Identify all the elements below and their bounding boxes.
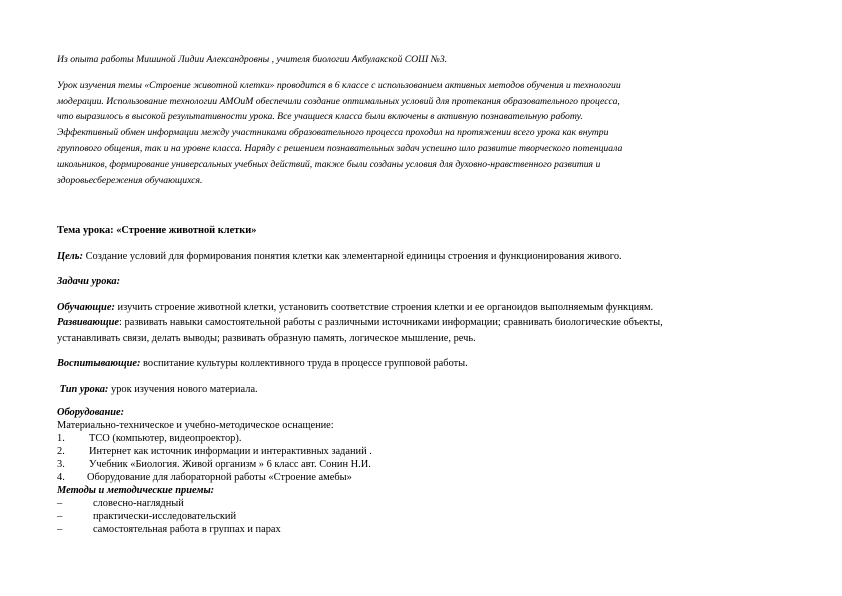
lesson-type-text: урок изучения нового материала. <box>108 383 258 395</box>
teaching-task <box>57 300 787 316</box>
lesson-topic: Тема урока: «Строение животной клетки» <box>57 225 257 237</box>
equipment-item <box>57 445 787 458</box>
goal-label: Цель: <box>57 250 83 262</box>
equipment-item <box>57 471 787 484</box>
author-line: Из опыта работы Мишиной Лидии Александровны , учителя биологии Акбулакской СОШ №3. <box>57 54 448 65</box>
upbringing-text: воспитание культуры коллективного труда в процессе групповой работы. <box>140 358 468 370</box>
intro-line: школьников, формирование универсальных учебных действий, также были созданы условия для духовно-нравственного развития и <box>57 158 601 170</box>
intro-line: Эффективный обмен информации между участниками образовательного процесса проходил на протяжении всего урока как внутри <box>57 127 609 139</box>
tasks-block <box>57 300 787 347</box>
developing-text-2: устанавливать связи, делать выводы; развивать образную память, логическое мышление, речь. <box>57 332 476 344</box>
intro-line: группового общения, так и на уровне класса. Наряду с решением познавательных задач успешно шло развитие творческого потенциала <box>57 142 623 154</box>
lesson-type-label: Тип урока: <box>59 383 109 395</box>
methods-item <box>57 497 787 510</box>
equipment-subheading: Материально-техническое и учебно-методическое оснащение: <box>57 420 334 432</box>
item-number: 4. <box>57 472 65 484</box>
bullet-dash: – <box>57 511 63 523</box>
intro-line: Урок изучения темы «Строение животной клетки» проводится в 6 классе с использованием активных методов обучения и технологии <box>57 79 621 91</box>
item-number: 2. <box>57 446 65 458</box>
tasks-heading: Задачи урока: <box>57 276 121 288</box>
equipment-item <box>57 432 787 445</box>
item-text: Оборудование для лабораторной работы «Строение амебы» <box>87 472 352 484</box>
item-text: ТСО (компьютер, видеопроектор). <box>89 433 242 445</box>
upbringing-task <box>57 356 787 372</box>
methods-item <box>57 523 787 536</box>
bullet-dash: – <box>57 524 63 536</box>
item-text: практически-исследовательский <box>93 511 237 523</box>
intro-line: здоровьесбережения обучающихся. <box>57 174 203 186</box>
intro-line: модерации. Использование технологии АМОиМ обеспечили создание оптимальных условий для протекания образовательного процесса, <box>57 95 620 107</box>
lesson-type-line <box>57 382 787 398</box>
methods-section <box>57 484 787 536</box>
goal-text: Создание условий для формирования понятия клетки как элементарной единицы строения и функционирования живого. <box>82 250 622 262</box>
developing-text: : развивать навыки самостоятельной работы с различными источниками информации; сравнивать биологические объекты, <box>119 317 663 329</box>
equipment-heading: Оборудование: <box>57 407 125 419</box>
item-text: словесно-наглядный <box>93 498 184 510</box>
intro-paragraph <box>57 78 787 189</box>
methods-item <box>57 510 787 523</box>
item-number: 1. <box>57 433 65 445</box>
item-text: Учебник «Биология. Живой организм » 6 класс авт. Сонин Н.И. <box>89 459 371 471</box>
developing-task <box>57 315 787 331</box>
equipment-item <box>57 458 787 471</box>
item-text: Интернет как источник информации и интерактивных заданий . <box>89 446 372 458</box>
item-number: 3. <box>57 459 65 471</box>
upbringing-label: Воспитывающие: <box>57 358 141 370</box>
teaching-label: Обучающие: <box>57 301 115 313</box>
item-text: самостоятельная работа в группах и парах <box>93 524 281 536</box>
teaching-text: изучить строение животной клетки, установить соответствие строения клетки и ее органоидов выполняемым функциям. <box>114 301 654 313</box>
developing-label: Развивающие <box>57 317 120 329</box>
equipment-section <box>57 406 787 484</box>
goal-line <box>57 249 787 265</box>
intro-line: что выразилось в высокой результативности урока. Все учащиеся класса были включены в активную познавательную работу. <box>57 111 583 123</box>
document-page <box>57 52 787 536</box>
methods-heading: Методы и методические приемы: <box>57 485 215 497</box>
bullet-dash: – <box>57 498 63 510</box>
